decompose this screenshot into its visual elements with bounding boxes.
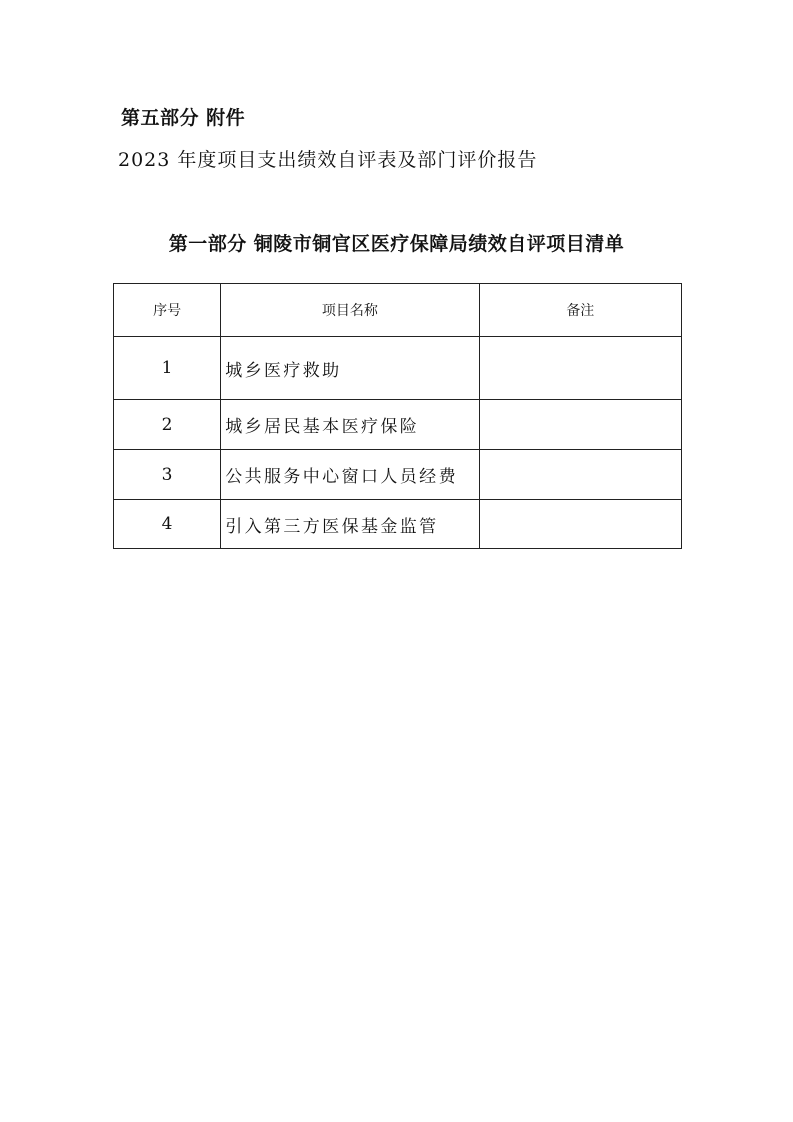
- row-project-name: 引入第三方医保基金监管: [225, 516, 439, 537]
- table-row: [114, 400, 682, 450]
- report-subtitle: 2023 年度项目支出绩效自评表及部门评价报告: [118, 149, 538, 171]
- table-row: [114, 337, 682, 400]
- row-project-name: 城乡居民基本医疗保险: [225, 417, 420, 437]
- project-list-table: [113, 283, 682, 549]
- table-row: [114, 500, 682, 549]
- row-project-name-cell: [221, 400, 479, 450]
- row-serial-number: 1: [114, 337, 221, 400]
- header-remarks: 备注: [479, 284, 681, 337]
- row-remarks: [479, 450, 681, 500]
- row-remarks: [479, 337, 681, 400]
- table-header-row: [114, 284, 682, 337]
- table-row: [114, 450, 682, 500]
- row-project-name-cell: [221, 450, 479, 500]
- header-serial-number: 序号: [114, 284, 221, 337]
- header-project-name: 项目名称: [221, 284, 479, 337]
- row-project-name: 城乡医疗救助: [225, 360, 342, 381]
- row-project-name-cell: [221, 337, 479, 400]
- section-heading: 第五部分 附件: [121, 107, 246, 129]
- row-project-name-cell: [221, 500, 479, 549]
- row-remarks: [479, 500, 681, 549]
- row-serial-number: 4: [114, 500, 221, 549]
- row-remarks: [479, 400, 681, 450]
- row-serial-number: 2: [114, 400, 221, 450]
- list-title: 第一部分 铜陵市铜官区医疗保障局绩效自评项目清单: [168, 233, 625, 255]
- row-project-name: 公共服务中心窗口人员经费: [225, 467, 458, 487]
- row-serial-number: 3: [114, 450, 221, 500]
